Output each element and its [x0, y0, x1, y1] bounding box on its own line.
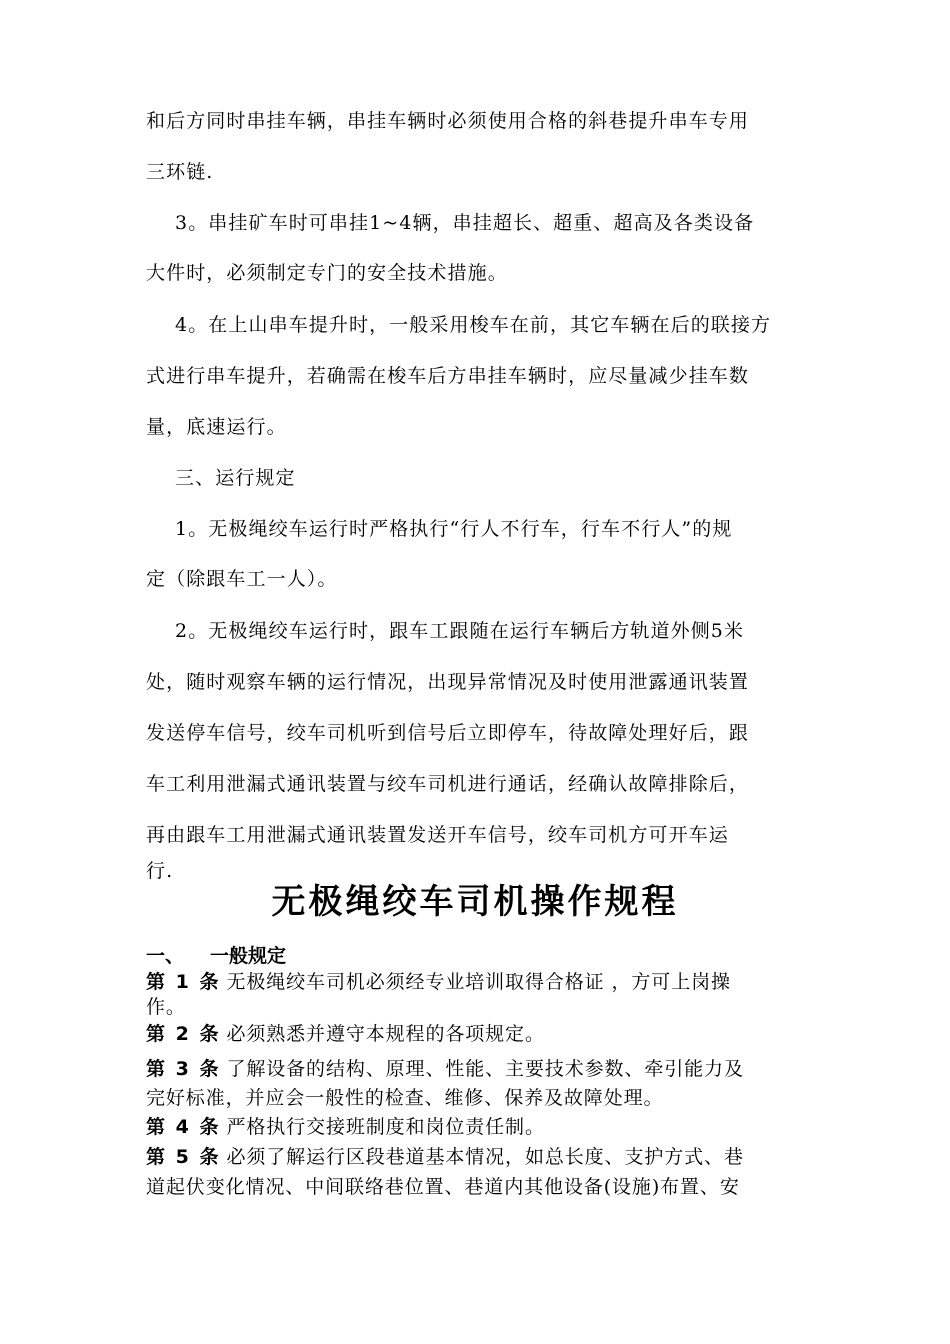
article-label: 第 3 条 [146, 1058, 221, 1080]
paragraph-line: 三环链. [146, 161, 214, 183]
article-label: 第 1 条 [146, 971, 221, 993]
article-5 [146, 1145, 744, 1169]
document-title: 无极绳绞车司机操作规程 [271, 882, 679, 922]
article-text: 必须熟悉并遵守本规程的各项规定。 [226, 1023, 545, 1045]
section-number: 一、 [146, 945, 185, 967]
section-heading [146, 944, 286, 968]
article-text: 了解设备的结构、原理、性能、主要技术参数、牵引能力及 [226, 1058, 744, 1080]
paragraph-line: 定（除跟车工一人）。 [146, 568, 338, 590]
article-label: 第 4 条 [146, 1116, 221, 1138]
paragraph-line: 车工利用泄漏式通讯装置与绞车司机进行通话，经确认故障排除后， [146, 773, 750, 795]
paragraph-line: 大件时，必须制定专门的安全技术措施。 [146, 262, 508, 284]
article-4 [146, 1115, 545, 1139]
paragraph-line: 4。在上山串车提升时，一般采用梭车在前，其它车辆在后的联接方 [175, 314, 772, 336]
paragraph-line: 发送停车信号，绞车司机听到信号后立即停车，待故障处理好后，跟 [146, 722, 750, 744]
paragraph-line: 2。无极绳绞车运行时，跟车工跟随在运行车辆后方轨道外侧5米 [175, 620, 745, 642]
section-heading-text: 一般规定 [210, 945, 287, 967]
article-1 [146, 970, 731, 994]
article-text: 必须了解运行区段巷道基本情况，如总长度、支护方式、巷 [226, 1146, 744, 1168]
article-3-continued: 完好标准，并应会一般性的检查、维修、保养及故障处理。 [146, 1087, 664, 1109]
paragraph-line: 再由跟车工用泄漏式通讯装置发送开车信号，绞车司机方可开车运 [146, 824, 729, 846]
paragraph-line: 式进行串车提升，若确需在梭车后方串挂车辆时，应尽量减少挂车数 [146, 365, 750, 387]
article-5-continued: 道起伏变化情况、中间联络巷位置、巷道内其他设备(设施)布置、安 [146, 1176, 740, 1198]
paragraph-line: 行. [146, 860, 174, 882]
paragraph-line: 量，底速运行。 [146, 416, 287, 438]
paragraph-line: 和后方同时串挂车辆，串挂车辆时必须使用合格的斜巷提升串车专用 [146, 110, 750, 132]
paragraph-line: 3。串挂矿车时可串挂1~4辆，串挂超长、超重、超高及各类设备 [175, 212, 755, 234]
article-text: 严格执行交接班制度和岗位责任制。 [226, 1116, 545, 1138]
section-heading-run-rules: 三、运行规定 [175, 467, 296, 489]
paragraph-line: 处，随时观察车辆的运行情况，出现异常情况及时使用泄露通讯装置 [146, 671, 750, 693]
article-label: 第 2 条 [146, 1023, 221, 1045]
article-label: 第 5 条 [146, 1146, 221, 1168]
paragraph-line: 1。无极绳绞车运行时严格执行“行人不行车，行车不行人”的规 [175, 518, 733, 540]
article-3 [146, 1057, 744, 1081]
article-1-continued: 作。 [146, 996, 186, 1018]
article-text: 无极绳绞车司机必须经专业培训取得合格证 ，方可上岗操 [226, 971, 731, 993]
article-2 [146, 1022, 545, 1046]
